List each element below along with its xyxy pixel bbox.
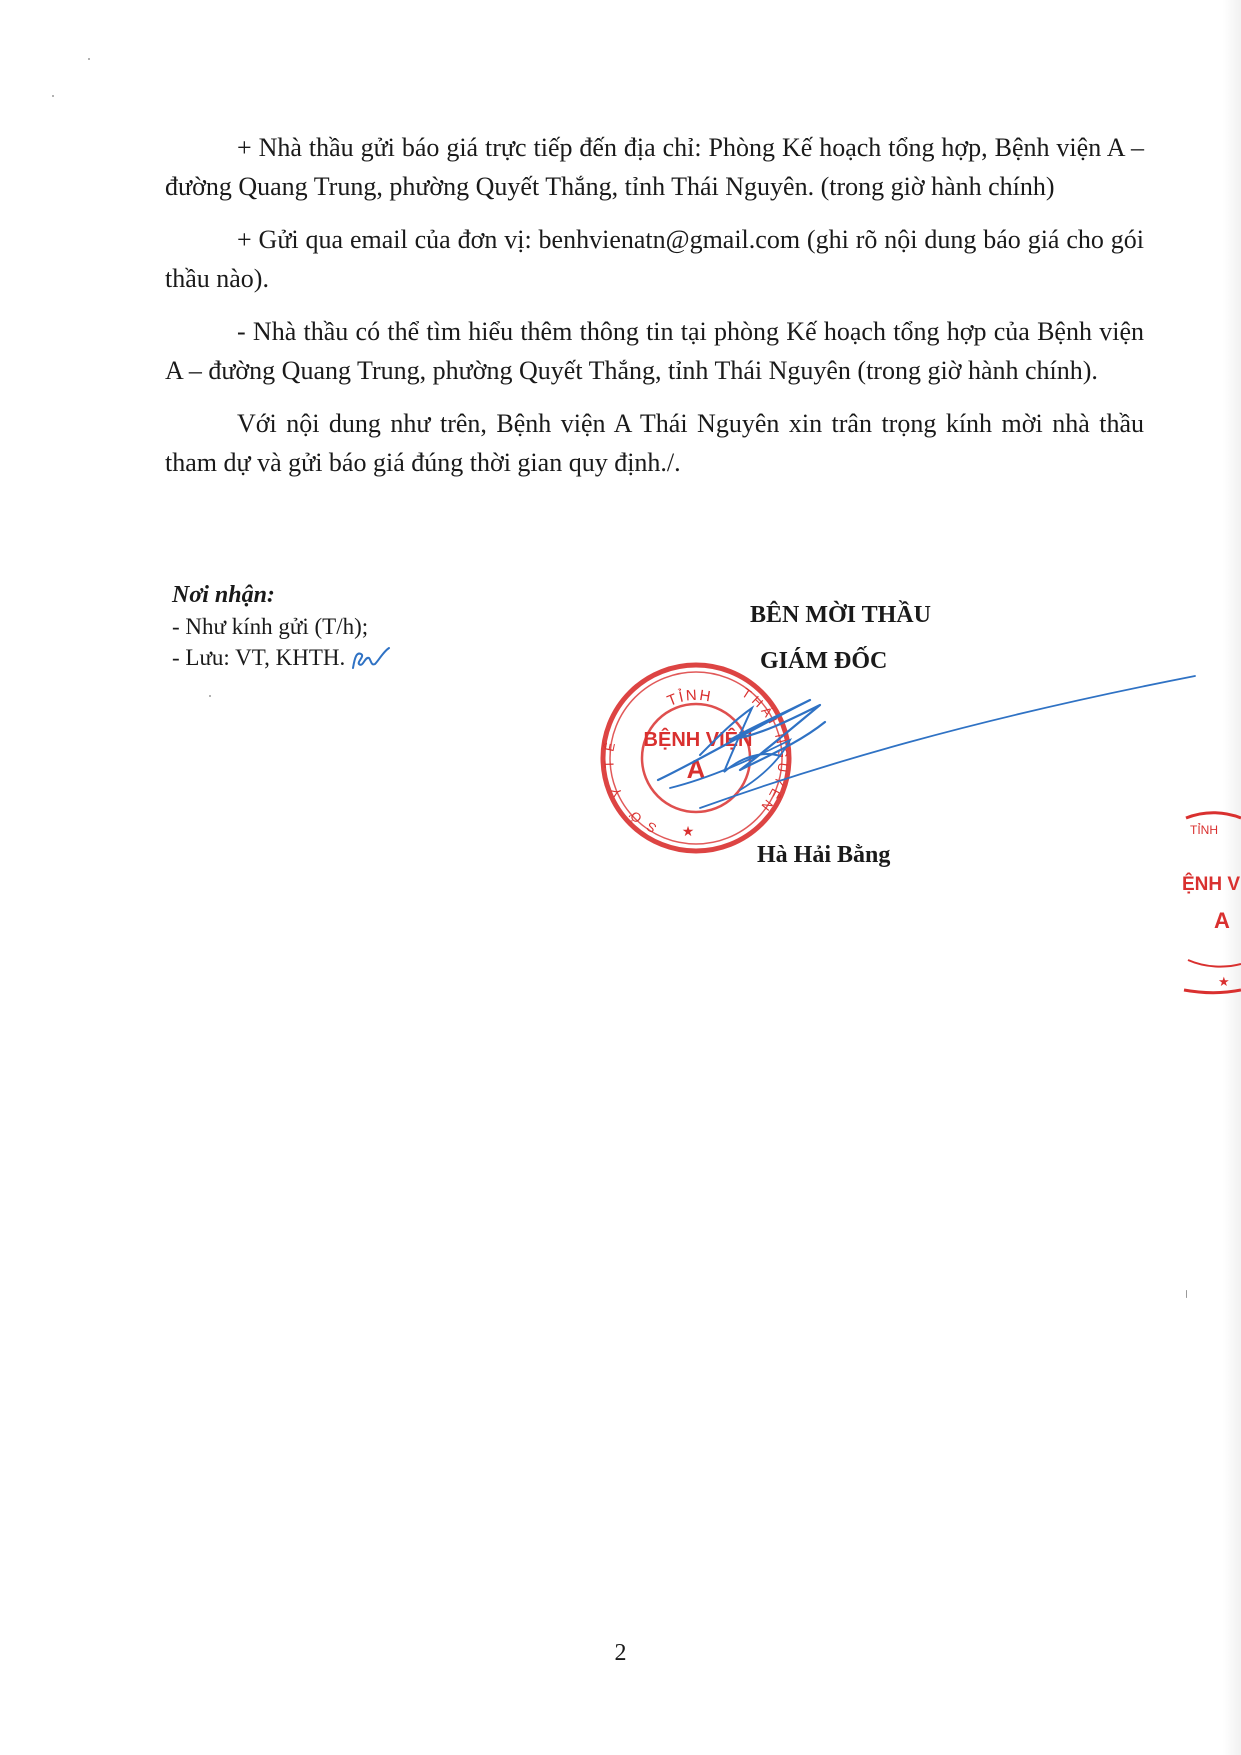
seal-top-text: TỈNH bbox=[664, 686, 714, 710]
recipients-block bbox=[172, 580, 393, 674]
signature-organization: BÊN MỜI THẦU bbox=[750, 602, 931, 628]
side-seal-text-3: A bbox=[1214, 908, 1230, 933]
seal-star-icon: ★ bbox=[681, 824, 695, 840]
signature-position: GIÁM ĐỐC bbox=[760, 648, 888, 674]
seal-center-line1: BỆNH VIỆN bbox=[643, 729, 753, 751]
partial-seal-icon bbox=[1176, 800, 1241, 1000]
side-seal-text-2: ỆNH V bbox=[1182, 874, 1241, 895]
scan-speck bbox=[1186, 1290, 1187, 1298]
handwritten-signature-icon bbox=[640, 660, 1200, 840]
paragraph-more-info: - Nhà thầu có thể tìm hiểu thêm thông tin tại phòng Kế hoạch tổng hợp của Bệnh viện A – đường Quang Trung, phường Quyết Thắng, tỉnh Thái Nguyên (trong giờ hành chính). bbox=[165, 317, 1144, 385]
seal-left-text: SỞ Y TẾ bbox=[601, 733, 659, 837]
page-number: 2 bbox=[614, 1640, 627, 1666]
scan-speck bbox=[88, 58, 90, 60]
side-seal-star-icon: ★ bbox=[1218, 975, 1230, 990]
paragraph-direct-submission: + Nhà thầu gửi báo giá trực tiếp đến địa chỉ: Phòng Kế hoạch tổng hợp, Bệnh viện A – đường Quang Trung, phường Quyết Thắng, tỉnh Thái Nguyên. (trong giờ hành chính) bbox=[165, 133, 1144, 201]
paragraph-email-submission: + Gửi qua email của đơn vị: benhvienatn@gmail.com (ghi rõ nội dung báo giá cho gói thầu nào). bbox=[165, 225, 1144, 293]
paragraph-invitation-closing: Với nội dung như trên, Bệnh viện A Thái Nguyên xin trân trọng kính mời nhà thầu tham dự và gửi báo giá đúng thời gian quy định./. bbox=[165, 409, 1144, 477]
document-body bbox=[165, 128, 1144, 496]
seal-right-text: THÁI NGUYÊN bbox=[739, 685, 791, 817]
recipient-line: - Như kính gửi (T/h); bbox=[172, 614, 369, 639]
scan-speck bbox=[209, 695, 211, 697]
recipients-title: Nơi nhận: bbox=[172, 582, 275, 608]
scan-speck bbox=[52, 95, 54, 97]
side-seal-text-1: TỈNH bbox=[1190, 823, 1218, 837]
seal-center-line2: A bbox=[686, 754, 706, 784]
recipient-line-text: - Lưu: VT, KHTH. bbox=[172, 645, 346, 670]
recipient-line-with-initials bbox=[172, 642, 393, 674]
signer-name: Hà Hải Bằng bbox=[757, 842, 891, 868]
initials-mark-icon bbox=[349, 646, 393, 674]
